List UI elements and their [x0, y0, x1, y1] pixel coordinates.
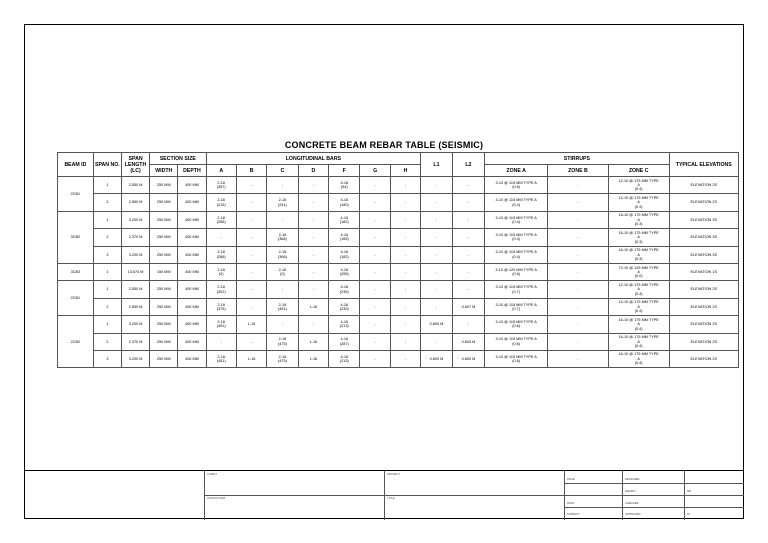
col-typical-elevations: TYPICAL ELEVATIONS [669, 153, 738, 177]
cell-zone-b: - [548, 194, 609, 211]
table-row [58, 177, 739, 194]
cell-width: 250 MM [150, 194, 178, 211]
cell-bar-d: - [298, 246, 328, 263]
header-row-2 [58, 165, 739, 177]
cell-depth: 400 MM [178, 194, 206, 211]
cell-beam-id: 3CB2 [58, 211, 94, 263]
cell-width: 250 MM [150, 229, 178, 246]
cell-l2: - [452, 194, 485, 211]
col-b: B [236, 165, 266, 177]
cell-span-no: 1 [93, 316, 121, 333]
cell-elevation: ELEVATION 2S [669, 281, 738, 298]
cell-bar-a: 2-16 (357) [206, 177, 236, 194]
cell-zone-c: 16-10 @ 175 MM TYPE A (0.3) [608, 211, 669, 228]
col-f: F [329, 165, 360, 177]
cell-l1: - [421, 194, 452, 211]
cell-zone-c: 12-10 @ 175 MM TYPE A (0.4) [608, 298, 669, 315]
cell-zone-c: 16-10 @ 175 MM TYPE A (0.3) [608, 246, 669, 263]
cell-span-no: 1 [93, 211, 121, 228]
cell-depth: 400 MM [178, 229, 206, 246]
cell-bar-d: 1-16 [298, 333, 328, 350]
cell-elevation: ELEVATION 2S [669, 177, 738, 194]
cell-bar-g: - [360, 263, 390, 280]
cell-zone-b: - [548, 298, 609, 315]
cell-bar-h: - [390, 350, 420, 367]
cell-depth: 400 MM [178, 246, 206, 263]
cell-bar-f: 4-16 (287) [329, 333, 360, 350]
cell-bar-b: - [236, 229, 266, 246]
col-span-length: SPAN LENGTH (LC) [121, 153, 149, 177]
col-section-size: SECTION SIZE [150, 153, 206, 165]
cell-bar-h: - [390, 177, 420, 194]
cell-zone-c: 16-10 @ 175 MM TYPE A (0.3) [608, 229, 669, 246]
cell-l2: - [452, 246, 485, 263]
col-d: D [298, 165, 328, 177]
cell-l1: - [421, 229, 452, 246]
cell-zone-c: 16-10 @ 175 MM TYPE A (0.4) [608, 333, 669, 350]
cell-bar-b: - [236, 246, 266, 263]
cell-zone-b: - [548, 333, 609, 350]
cell-bar-h: - [390, 333, 420, 350]
cell-span-length: 3.200 M [121, 316, 149, 333]
cell-bar-b: - [236, 263, 266, 280]
cell-zone-b: - [548, 177, 609, 194]
cell-elevation: ELEVATION 2S [669, 194, 738, 211]
cell-bar-d: - [298, 263, 328, 280]
cell-bar-g: - [360, 298, 390, 315]
cell-bar-h: - [390, 281, 420, 298]
cell-depth: 400 MM [178, 350, 206, 367]
cell-span-no: 2 [93, 194, 121, 211]
tb-project-label: PROJECT [387, 472, 401, 476]
table-row [58, 281, 739, 298]
cell-bar-g: - [360, 316, 390, 333]
col-longitudinal-bars: LONGITUDINAL BARS [206, 153, 421, 165]
table-row [58, 211, 739, 228]
cell-width: 250 MM [150, 333, 178, 350]
cell-span-no: 3 [93, 246, 121, 263]
cell-bar-h: - [390, 316, 420, 333]
cell-bar-c: 2-16 (451) [267, 298, 298, 315]
tb-approved-value: W [687, 512, 690, 516]
cell-beam-id: 2CB2 [58, 316, 94, 368]
cell-bar-a: 2-16 (302) [206, 281, 236, 298]
cell-bar-a: 2-16 (375) [206, 298, 236, 315]
tb-page-label: PAGE [567, 477, 575, 481]
cell-l2: - [452, 281, 485, 298]
cell-bar-g: - [360, 177, 390, 194]
table-row [58, 263, 739, 280]
cell-elevation: ELEVATION 3S [669, 229, 738, 246]
cell-width: 250 MM [150, 298, 178, 315]
cell-bar-h: - [390, 229, 420, 246]
cell-l1: 0.800 M [421, 316, 452, 333]
cell-zone-a: 3-10 @ 115 MM TYPE A (0.6) [485, 316, 548, 333]
cell-bar-f: 4-16 (213) [329, 350, 360, 367]
cell-span-no: 2 [93, 333, 121, 350]
cell-width: 250 MM [150, 281, 178, 298]
cell-bar-b: - [236, 194, 266, 211]
cell-l1: 0.800 M [421, 350, 452, 367]
cell-span-no: 3 [93, 350, 121, 367]
cell-bar-f: 4-16 (180) [329, 194, 360, 211]
cell-bar-f: 4-16 (165) [329, 229, 360, 246]
cell-l2: 0.607 M [452, 298, 485, 315]
cell-bar-a: 2-16 (215) [206, 194, 236, 211]
table-row [58, 229, 739, 246]
cell-bar-g: - [360, 229, 390, 246]
cell-bar-b: 1-16 [236, 350, 266, 367]
cell-depth: 400 MM [178, 298, 206, 315]
cell-bar-f: 4-16 (213) [329, 316, 360, 333]
cell-bar-d: - [298, 211, 328, 228]
cell-bar-c: 2-16 (0) [267, 263, 298, 280]
cell-bar-b: - [236, 281, 266, 298]
cell-span-length: 2.370 M [121, 229, 149, 246]
cell-beam-id: 2CB1 [58, 177, 94, 212]
cell-elevation: ELEVATION 3S [669, 211, 738, 228]
cell-bar-a: 2-16 (266) [206, 211, 236, 228]
table-title: CONCRETE BEAM REBAR TABLE (SEISMIC) [284, 140, 484, 150]
cell-span-no: 2 [93, 298, 121, 315]
table-row [58, 333, 739, 350]
cell-zone-a: 3-10 @ 115 MM TYPE A (0.4) [485, 211, 548, 228]
cell-zone-a: 3-10 @ 115 MM TYPE A (0.4) [485, 246, 548, 263]
col-zone-b: ZONE B [548, 165, 609, 177]
cell-bar-g: - [360, 246, 390, 263]
cell-l2: 0.843 M [452, 333, 485, 350]
cell-depth: 400 MM [178, 211, 206, 228]
cell-bar-c: - [267, 177, 298, 194]
tb-designed-label: DESIGNED [625, 477, 640, 481]
cell-bar-c: - [267, 281, 298, 298]
cell-l2: - [452, 316, 485, 333]
cell-zone-b: - [548, 316, 609, 333]
cell-depth: 400 MM [178, 333, 206, 350]
cell-zone-c: 16-10 @ 175 MM TYPE A (0.4) [608, 350, 669, 367]
cell-bar-f: 4-16 (182) [329, 211, 360, 228]
col-c: C [267, 165, 298, 177]
cell-bar-a: 2-16 (0) [206, 263, 236, 280]
cell-bar-c: 2-16 (475) [267, 333, 298, 350]
table-row [58, 298, 739, 315]
cell-zone-c: 72-10 @ 125 MM TYPE A (0.0) [608, 263, 669, 280]
tb-consultant-label: CONSULTANT [207, 496, 226, 500]
cell-l1: - [421, 298, 452, 315]
tb-drawn-label: DRAWN [625, 489, 636, 493]
col-depth: DEPTH [178, 165, 206, 177]
cell-bar-h: - [390, 211, 420, 228]
table-row [58, 350, 739, 367]
cell-l2: 0.800 M [452, 350, 485, 367]
col-zone-c: ZONE C [608, 165, 669, 177]
col-g: G [360, 165, 390, 177]
cell-zone-a: 3-10 @ 115 MM TYPE A (0.4) [485, 194, 548, 211]
cell-bar-f: 4-16 (265) [329, 263, 360, 280]
cell-l1: - [421, 246, 452, 263]
cell-zone-a: 3-10 @ 120 MM TYPE A (0.6) [485, 263, 548, 280]
cell-elevation: ELEVATION 1S [669, 263, 738, 280]
col-l1: L1 [421, 153, 452, 177]
col-span-no: SPAN NO. [93, 153, 121, 177]
cell-depth: 400 MM [178, 316, 206, 333]
cell-zone-c: 16-10 @ 175 MM TYPE A (0.4) [608, 316, 669, 333]
rebar-table [57, 152, 739, 368]
cell-width: 250 MM [150, 177, 178, 194]
cell-bar-a: - [206, 333, 236, 350]
col-width: WIDTH [150, 165, 178, 177]
cell-bar-a: 2-16 (451) [206, 350, 236, 367]
cell-span-length: 2.370 M [121, 333, 149, 350]
cell-zone-a: 3-10 @ 115 MM TYPE A (0.6) [485, 333, 548, 350]
cell-zone-a: 3-10 @ 115 MM TYPE A (0.4) [485, 229, 548, 246]
cell-zone-a: 3-10 @ 115 MM TYPE A (0.6) [485, 177, 548, 194]
cell-span-length: 3.200 M [121, 211, 149, 228]
cell-bar-c: - [267, 316, 298, 333]
cell-bar-d: - [298, 177, 328, 194]
cell-bar-a: 2-16 (451) [206, 316, 236, 333]
cell-width: 150 MM [150, 263, 178, 280]
cell-zone-a: 3-10 @ 115 MM TYPE A (0.7) [485, 298, 548, 315]
cell-width: 250 MM [150, 316, 178, 333]
cell-zone-c: 12-10 @ 175 MM TYPE A (0.4) [608, 177, 669, 194]
col-a: A [206, 165, 236, 177]
col-beam-id: BEAM ID [58, 153, 94, 177]
cell-bar-b: - [236, 211, 266, 228]
cell-zone-a: 3-10 @ 115 MM TYPE A (0.6) [485, 350, 548, 367]
cell-bar-f: 4-16 (230) [329, 298, 360, 315]
cell-bar-b: - [236, 333, 266, 350]
header-row-1 [58, 153, 739, 165]
cell-zone-c: 12-10 @ 175 MM TYPE A (0.4) [608, 194, 669, 211]
cell-span-no: 1 [93, 177, 121, 194]
cell-bar-h: - [390, 263, 420, 280]
cell-bar-f: 4-16 (94) [329, 177, 360, 194]
table-row [58, 246, 739, 263]
cell-l1: - [421, 333, 452, 350]
cell-bar-b: - [236, 298, 266, 315]
cell-bar-c: 2-16 (241) [267, 194, 298, 211]
cell-width: 250 MM [150, 211, 178, 228]
cell-bar-d: - [298, 316, 328, 333]
cell-bar-g: - [360, 333, 390, 350]
cell-zone-c: 12-10 @ 175 MM TYPE A (0.4) [608, 281, 669, 298]
cell-l2: - [452, 177, 485, 194]
cell-bar-g: - [360, 281, 390, 298]
cell-bar-c: 2-16 (475) [267, 350, 298, 367]
cell-span-no: 1 [93, 263, 121, 280]
tb-title-label: TITLE [387, 496, 395, 500]
cell-width: 250 MM [150, 350, 178, 367]
cell-elevation: ELEVATION 2S [669, 333, 738, 350]
col-h: H [390, 165, 420, 177]
cell-elevation: ELEVATION 2S [669, 350, 738, 367]
cell-bar-f: 4-16 (182) [329, 246, 360, 263]
tb-approved-label: APPROVED [625, 512, 641, 516]
cell-zone-b: - [548, 229, 609, 246]
cell-l2: - [452, 263, 485, 280]
cell-span-no: 2 [93, 229, 121, 246]
cell-bar-f: 4-16 (235) [329, 281, 360, 298]
cell-bar-d: - [298, 194, 328, 211]
cell-zone-b: - [548, 246, 609, 263]
cell-zone-b: - [548, 350, 609, 367]
tb-drawn-value: NB [687, 489, 691, 493]
cell-bar-c: 2-16 (366) [267, 229, 298, 246]
title-block [24, 470, 744, 520]
cell-bar-g: - [360, 211, 390, 228]
cell-bar-h: - [390, 246, 420, 263]
rebar-table-body [58, 177, 739, 368]
tb-subject-label: SUBJECT [567, 512, 580, 516]
cell-zone-b: - [548, 263, 609, 280]
cell-bar-d: 1-16 [298, 298, 328, 315]
cell-depth: 400 MM [178, 263, 206, 280]
col-stirrups: STIRRUPS [485, 153, 669, 165]
cell-span-length: 3.200 M [121, 350, 149, 367]
tb-date-label: DATE [567, 501, 575, 505]
table-row [58, 194, 739, 211]
cell-l2: - [452, 229, 485, 246]
cell-depth: 400 MM [178, 177, 206, 194]
cell-zone-a: 3-10 @ 115 MM TYPE A (0.7) [485, 281, 548, 298]
cell-width: 250 MM [150, 246, 178, 263]
cell-l1: - [421, 281, 452, 298]
cell-bar-h: - [390, 194, 420, 211]
cell-l1: - [421, 263, 452, 280]
cell-bar-g: - [360, 350, 390, 367]
cell-l1: - [421, 177, 452, 194]
cell-span-no: 1 [93, 281, 121, 298]
cell-bar-d: 1-16 [298, 350, 328, 367]
cell-zone-b: - [548, 281, 609, 298]
cell-span-length: 2.550 M [121, 298, 149, 315]
cell-bar-d: - [298, 281, 328, 298]
cell-zone-b: - [548, 211, 609, 228]
col-zone-a: ZONE A [485, 165, 548, 177]
tb-client-label: CLIENT [207, 472, 217, 476]
cell-l1: - [421, 211, 452, 228]
cell-bar-g: - [360, 194, 390, 211]
cell-span-length: 2.550 M [121, 177, 149, 194]
cell-span-length: 2.550 M [121, 194, 149, 211]
cell-depth: 400 MM [178, 281, 206, 298]
col-l2: L2 [452, 153, 485, 177]
cell-beam-id: 2CB1 [58, 281, 94, 316]
cell-bar-c: 2-16 (366) [267, 246, 298, 263]
tb-checked-label: CHECKED [625, 501, 639, 505]
cell-span-length: 2.550 M [121, 281, 149, 298]
cell-bar-d: - [298, 229, 328, 246]
cell-span-length: 13.670 M [121, 263, 149, 280]
cell-bar-b: 1-16 [236, 316, 266, 333]
table-row [58, 316, 739, 333]
cell-bar-a: 2-16 (266) [206, 246, 236, 263]
cell-bar-b: - [236, 177, 266, 194]
cell-span-length: 3.200 M [121, 246, 149, 263]
cell-elevation: ELEVATION 2S [669, 298, 738, 315]
cell-bar-c: - [267, 211, 298, 228]
cell-l2: - [452, 211, 485, 228]
cell-elevation: ELEVATION 2S [669, 316, 738, 333]
cell-elevation: ELEVATION 3S [669, 246, 738, 263]
cell-bar-a: - [206, 229, 236, 246]
cell-beam-id: 3CB3 [58, 263, 94, 280]
cell-bar-h: - [390, 298, 420, 315]
